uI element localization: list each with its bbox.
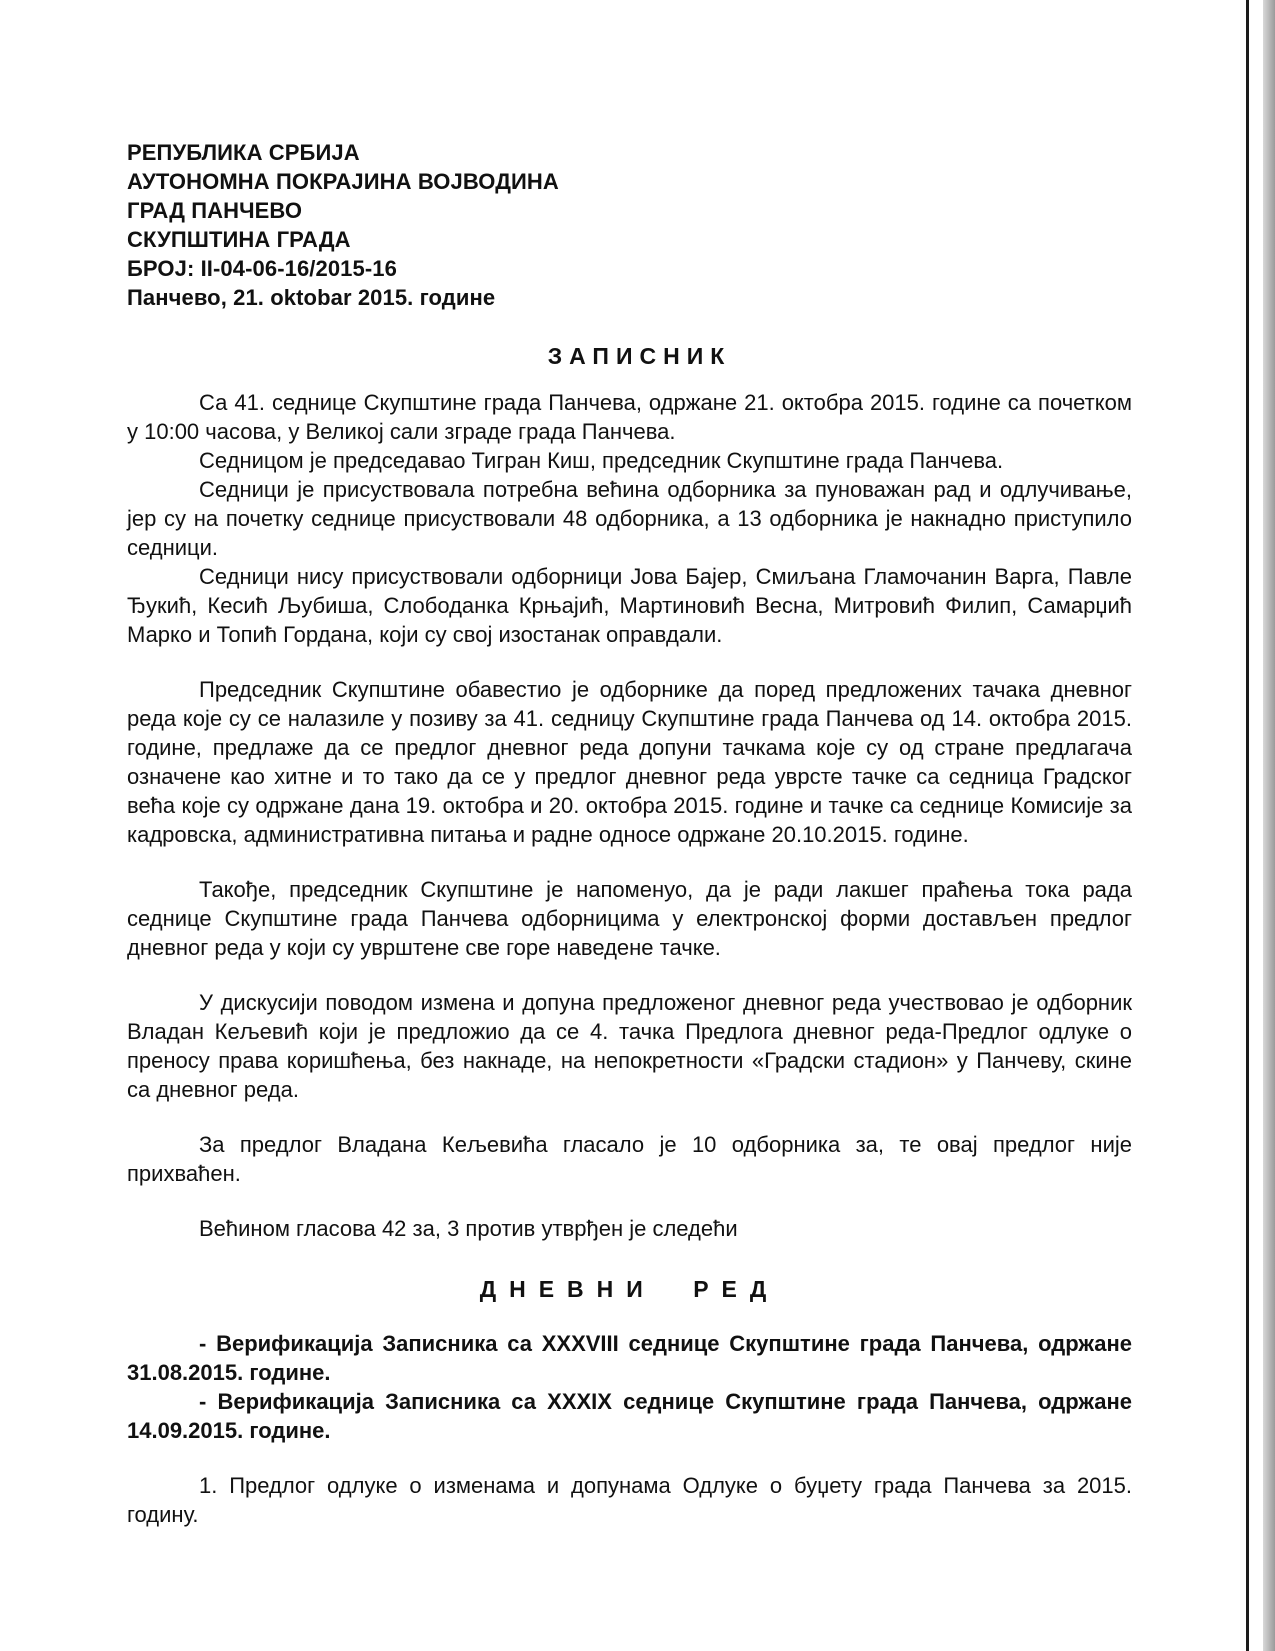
paragraph-majority-vote: Већином гласова 42 за, 3 против утврђен је следећи bbox=[199, 1216, 738, 1241]
paragraph-electronic-form: Такође, председник Скупштине је напоменуо, да је ради лакшег праћења тока рада седнице Скупштине града Панчева одборницима у електронској форми достављен предлог дневног реда у који су уврштене све горе наведене тачке. bbox=[127, 877, 1132, 960]
header-place-date: Панчево, 21. oktobar 2015. године bbox=[127, 285, 496, 310]
header-republic: РЕПУБЛИКА СРБИЈА bbox=[127, 140, 360, 165]
agenda-item-verification-38: - Верификација Записника са XXXVIII седнице Скупштине града Панчева, одржане 31.08.2015. године. bbox=[127, 1331, 1132, 1385]
paragraph-session-info: Са 41. седнице Скупштине града Панчева, одржане 21. октобра 2015. године са почетком у 10:00 часова, у Великој сали зграде града Панчева. bbox=[127, 390, 1132, 444]
paragraph-discussion: У дискусији поводом измена и допуна предложеног дневног реда учествовао је одборник Владан Кељевић који је предложио да се 4. тачка Предлога дневног реда-Предлог одлуке о преносу права коришћења, без накнаде, на непокретности «Градски стадион» у Панчеву, скине са дневног реда. bbox=[127, 990, 1132, 1102]
paragraph-agenda-proposal: Председник Скупштине обавестио је одборнике да поред предложених тачака дневног реда које су се налазиле у позиву за 41. седницу Скупштине града Панчева од 14. октобра 2015. године, предлаже да се предлог дневног реда допуни тачкама које су од стране предлагача означене као хитне и то тако да се у предлог дневног реда уврсте тачке са седница Градског већа које су одржане дана 19. октобра и 20. октобра 2015. године и тачке са седнице Комисије за кадровска, административна питања и радне односе одржане 20.10.2015. године. bbox=[127, 677, 1132, 847]
scan-edge-shadow bbox=[1263, 0, 1275, 1651]
paragraph-absent: Седници нису присуствовали одборници Јова Бајер, Смиљана Гламочанин Варга, Павле Ђукић, Кесић Љубиша, Слободанка Крњајић, Мартиновић Весна, Митровић Филип, Самарџић Марко и Топић Гордана, који су свој изостанак оправдали. bbox=[127, 564, 1132, 647]
agenda-item-1: 1. Предлог одлуке о изменама и допунама Одлуке о буџету града Панчева за 2015. годину. bbox=[127, 1473, 1132, 1527]
header-assembly: СКУПШТИНА ГРАДА bbox=[127, 227, 351, 252]
agenda-title: ДНЕВНИ РЕД bbox=[479, 1276, 780, 1302]
paragraph-vote-proposal: За предлог Владана Кељевића гласало је 10 одборника за, те овај предлог није прихваћен. bbox=[127, 1132, 1132, 1186]
document-header bbox=[127, 138, 1132, 312]
scan-edge-line bbox=[1246, 0, 1249, 1651]
header-number: БРОЈ: II-04-06-16/2015-16 bbox=[127, 256, 397, 281]
paragraph-chair: Седницом је председавао Тигран Киш, председник Скупштине града Панчева. bbox=[199, 448, 1004, 473]
paragraph-quorum: Седници је присуствовала потребна већина одборника за пуноважан рад и одлучивање, јер су на почетку седнице присуствовали 48 одборника, а 13 одборника је накнадно приступило седници. bbox=[127, 477, 1132, 560]
header-province: АУТОНОМНА ПОКРАЈИНА ВОЈВОДИНА bbox=[127, 169, 559, 194]
document-title: ЗАПИСНИК bbox=[547, 343, 732, 369]
document-page bbox=[127, 138, 1132, 1529]
agenda-item-verification-39: - Верификација Записника са XXXIX седнице Скупштине града Панчева, одржане 14.09.2015. године. bbox=[127, 1389, 1132, 1443]
header-city: ГРАД ПАНЧЕВО bbox=[127, 198, 303, 223]
